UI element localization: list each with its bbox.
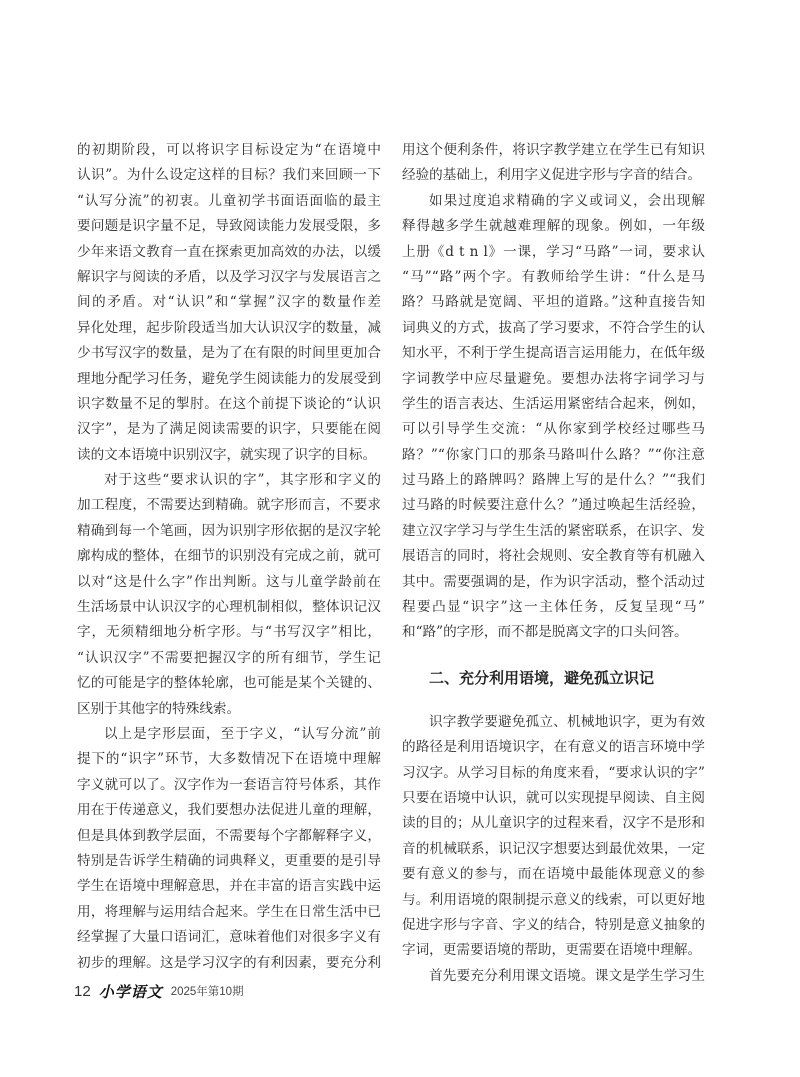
text-line: 忆的可能是字的整体轮廓，也可能是某个关键的、 xyxy=(77,675,381,692)
text-line: 生活场景中认识汉字的心理机制相似，整体识记汉 xyxy=(77,599,381,616)
text-line: 字词，更需要语境的帮助，更需要在语境中理解。 xyxy=(402,942,702,959)
text-line: 路？”“你家门口的那条马路叫什么路？”“你注意 xyxy=(402,446,705,463)
text-line: 用，将理解与运用结合起来。学生在日常生活中已 xyxy=(77,903,381,920)
text-line: 要问题是识字量不足，导致阅读能力发展受限，多 xyxy=(77,218,381,235)
text-line: 识字数量不足的掣肘。在这个前提下谈论的“认识 xyxy=(77,395,381,412)
text-line: 识字教学要避免孤立、机械地识字，更为有效 xyxy=(429,713,705,730)
right-column-bottom-text xyxy=(402,710,705,989)
text-line: 学生在语境中理解意思，并在丰富的语言实践中运 xyxy=(77,878,381,895)
issue-label: 2025年第10期 xyxy=(170,986,244,998)
text-line: 特别是告诉学生精确的词典释义，更重要的是引导 xyxy=(77,852,381,869)
text-line: 解识字与阅读的矛盾，以及学习汉字与发展语言之 xyxy=(77,268,381,285)
text-line: 和“路”的字形，而不都是脱离文字的口头问答。 xyxy=(402,624,688,641)
text-line: 廓构成的整体，在细节的识别没有完成之前，就可 xyxy=(77,548,381,565)
text-line: 对于这些“要求认识的字”，其字形和字义的 xyxy=(104,472,381,489)
text-line: 字词教学中应尽量避免。要想办法将字词学习与 xyxy=(402,370,705,387)
text-line: 异化处理，起步阶段适当加大认识汉字的数量，减 xyxy=(77,319,381,336)
text-line: 词典义的方式，拔高了学习要求，不符合学生的认 xyxy=(402,319,705,336)
text-line: 首先要充分利用课文语境。课文是学生学习生 xyxy=(429,967,705,984)
text-line: 只要在语境中认识，就可以实现提早阅读、自主阅 xyxy=(402,789,705,806)
text-line: 音的机械联系，识记汉字想要达到最优效果，一定 xyxy=(402,840,705,857)
text-line: 以上是字形层面，至于字义，“认写分流”前 xyxy=(104,725,381,742)
text-line: 经验的基础上，利用字义促进字形与字音的结合。 xyxy=(402,167,702,184)
text-line: 过马路的时候要注意什么？”通过唤起生活经验， xyxy=(402,497,705,514)
text-line: 如果过度追求精确的字义或词义，会出现解 xyxy=(429,192,705,209)
text-line: 字，无须精细地分析字形。与“书写汉字”相比， xyxy=(77,624,381,641)
text-line: 知水平，不利于学生提高语言运用能力，在低年级 xyxy=(402,345,705,362)
text-line: 精确到每一个笔画，因为识别字形依据的是汉字轮 xyxy=(77,522,381,539)
text-line: 程要凸显“识字”这一主体任务，反复呈现“马” xyxy=(402,599,705,616)
right-column xyxy=(402,138,705,989)
text-line: 间的矛盾。对“认识”和“掌握”汉字的数量作差 xyxy=(77,294,381,311)
text-line: 路？马路就是宽阔、平坦的道路。”这种直接告知 xyxy=(402,294,705,311)
left-column xyxy=(77,138,381,976)
text-line: 提下的“识字”环节，大多数情况下在语境中理解 xyxy=(77,751,381,768)
text-line: 认识”。为什么设定这样的目标？我们来回顾一下 xyxy=(77,167,381,184)
text-line: 建立汉字学习与学生生活的紧密联系，在识字、发 xyxy=(402,522,705,539)
text-line: 与。利用语境的限制提示意义的线索，可以更好地 xyxy=(402,891,705,908)
text-line: 上册《d t n l》一课，学习“马路”一词，要求认 xyxy=(402,243,705,260)
text-line: 释得越多学生就越难理解的现象。例如，一年级 xyxy=(402,218,705,235)
text-line: 少书写汉字的数量，是为了在有限的时间里更加合 xyxy=(77,345,381,362)
text-line: 习汉字。从学习目标的角度来看，“要求认识的字” xyxy=(402,764,705,781)
text-line: 要有意义的参与，而在语境中最能体现意义的参 xyxy=(402,866,705,883)
text-line: 初步的理解。这是学习汉字的有利因素，要充分利 xyxy=(77,954,381,971)
text-line: 展语言的同时，将社会规则、安全教育等有机融入 xyxy=(402,548,705,565)
text-line: 用在于传递意义，我们要想办法促进儿童的理解， xyxy=(77,802,381,819)
text-line: 理地分配学习任务，避免学生阅读能力的发展受到 xyxy=(77,370,381,387)
journal-logo: 小学语文 xyxy=(98,982,163,1001)
text-line: 区别于其他字的特殊线索。 xyxy=(77,700,241,717)
text-line: 用这个便利条件，将识字教学建立在学生已有知识 xyxy=(402,142,705,158)
text-line: 经掌握了大量口语词汇，意味着他们对很多字义有 xyxy=(77,929,381,946)
page-footer xyxy=(74,980,244,1002)
text-line: 促进字形与字音、字义的结合，特别是意义抽象的 xyxy=(402,916,705,933)
text-line: 读的目的；从儿童识字的过程来看，汉字不是形和 xyxy=(402,815,705,832)
text-line: 学生的语言表达、生活运用紧密结合起来，例如， xyxy=(402,395,705,412)
text-line: 少年来语文教育一直在探索更加高效的办法，以缓 xyxy=(77,243,381,260)
text-line: 加工程度，不需要达到精确。就字形而言，不要求 xyxy=(77,497,381,514)
text-line: 以对“这是什么字”作出判断。这与儿童学龄前在 xyxy=(77,573,381,590)
text-line: 可以引导学生交流：“从你家到学校经过哪些马 xyxy=(402,421,705,438)
text-line: 的初期阶段，可以将识字目标设定为“在语境中 xyxy=(77,142,381,158)
text-line: 过马路上的路牌吗？路牌上写的是什么？”“我们 xyxy=(402,472,705,489)
text-line: 字义就可以了。汉字作为一套语言符号体系，其作 xyxy=(77,776,381,793)
page-number: 12 xyxy=(74,982,91,1000)
text-line: 但是具体到教学层面，不需要每个字都解释字义， xyxy=(77,827,381,844)
text-line: 其中。需要强调的是，作为识字活动，整个活动过 xyxy=(402,573,705,590)
text-line: “马”“路”两个字。有教师给学生讲：“什么是马 xyxy=(402,268,705,285)
section-heading: 二、充分利用语境，避免孤立识记 xyxy=(429,668,655,687)
text-line: “认识汉字”不需要把握汉字的所有细节，学生记 xyxy=(77,649,381,666)
text-line: 汉字”，是为了满足阅读需要的识字，只要能在阅 xyxy=(77,421,381,438)
right-column-top-text xyxy=(402,138,705,646)
text-line: 读的文本语境中识别汉字，就实现了识字的目标。 xyxy=(77,446,377,463)
text-line: “认写分流”的初衷。儿童初学书面语面临的最主 xyxy=(77,192,381,209)
text-line: 的路径是利用语境识字，在有意义的语言环境中学 xyxy=(402,739,705,756)
